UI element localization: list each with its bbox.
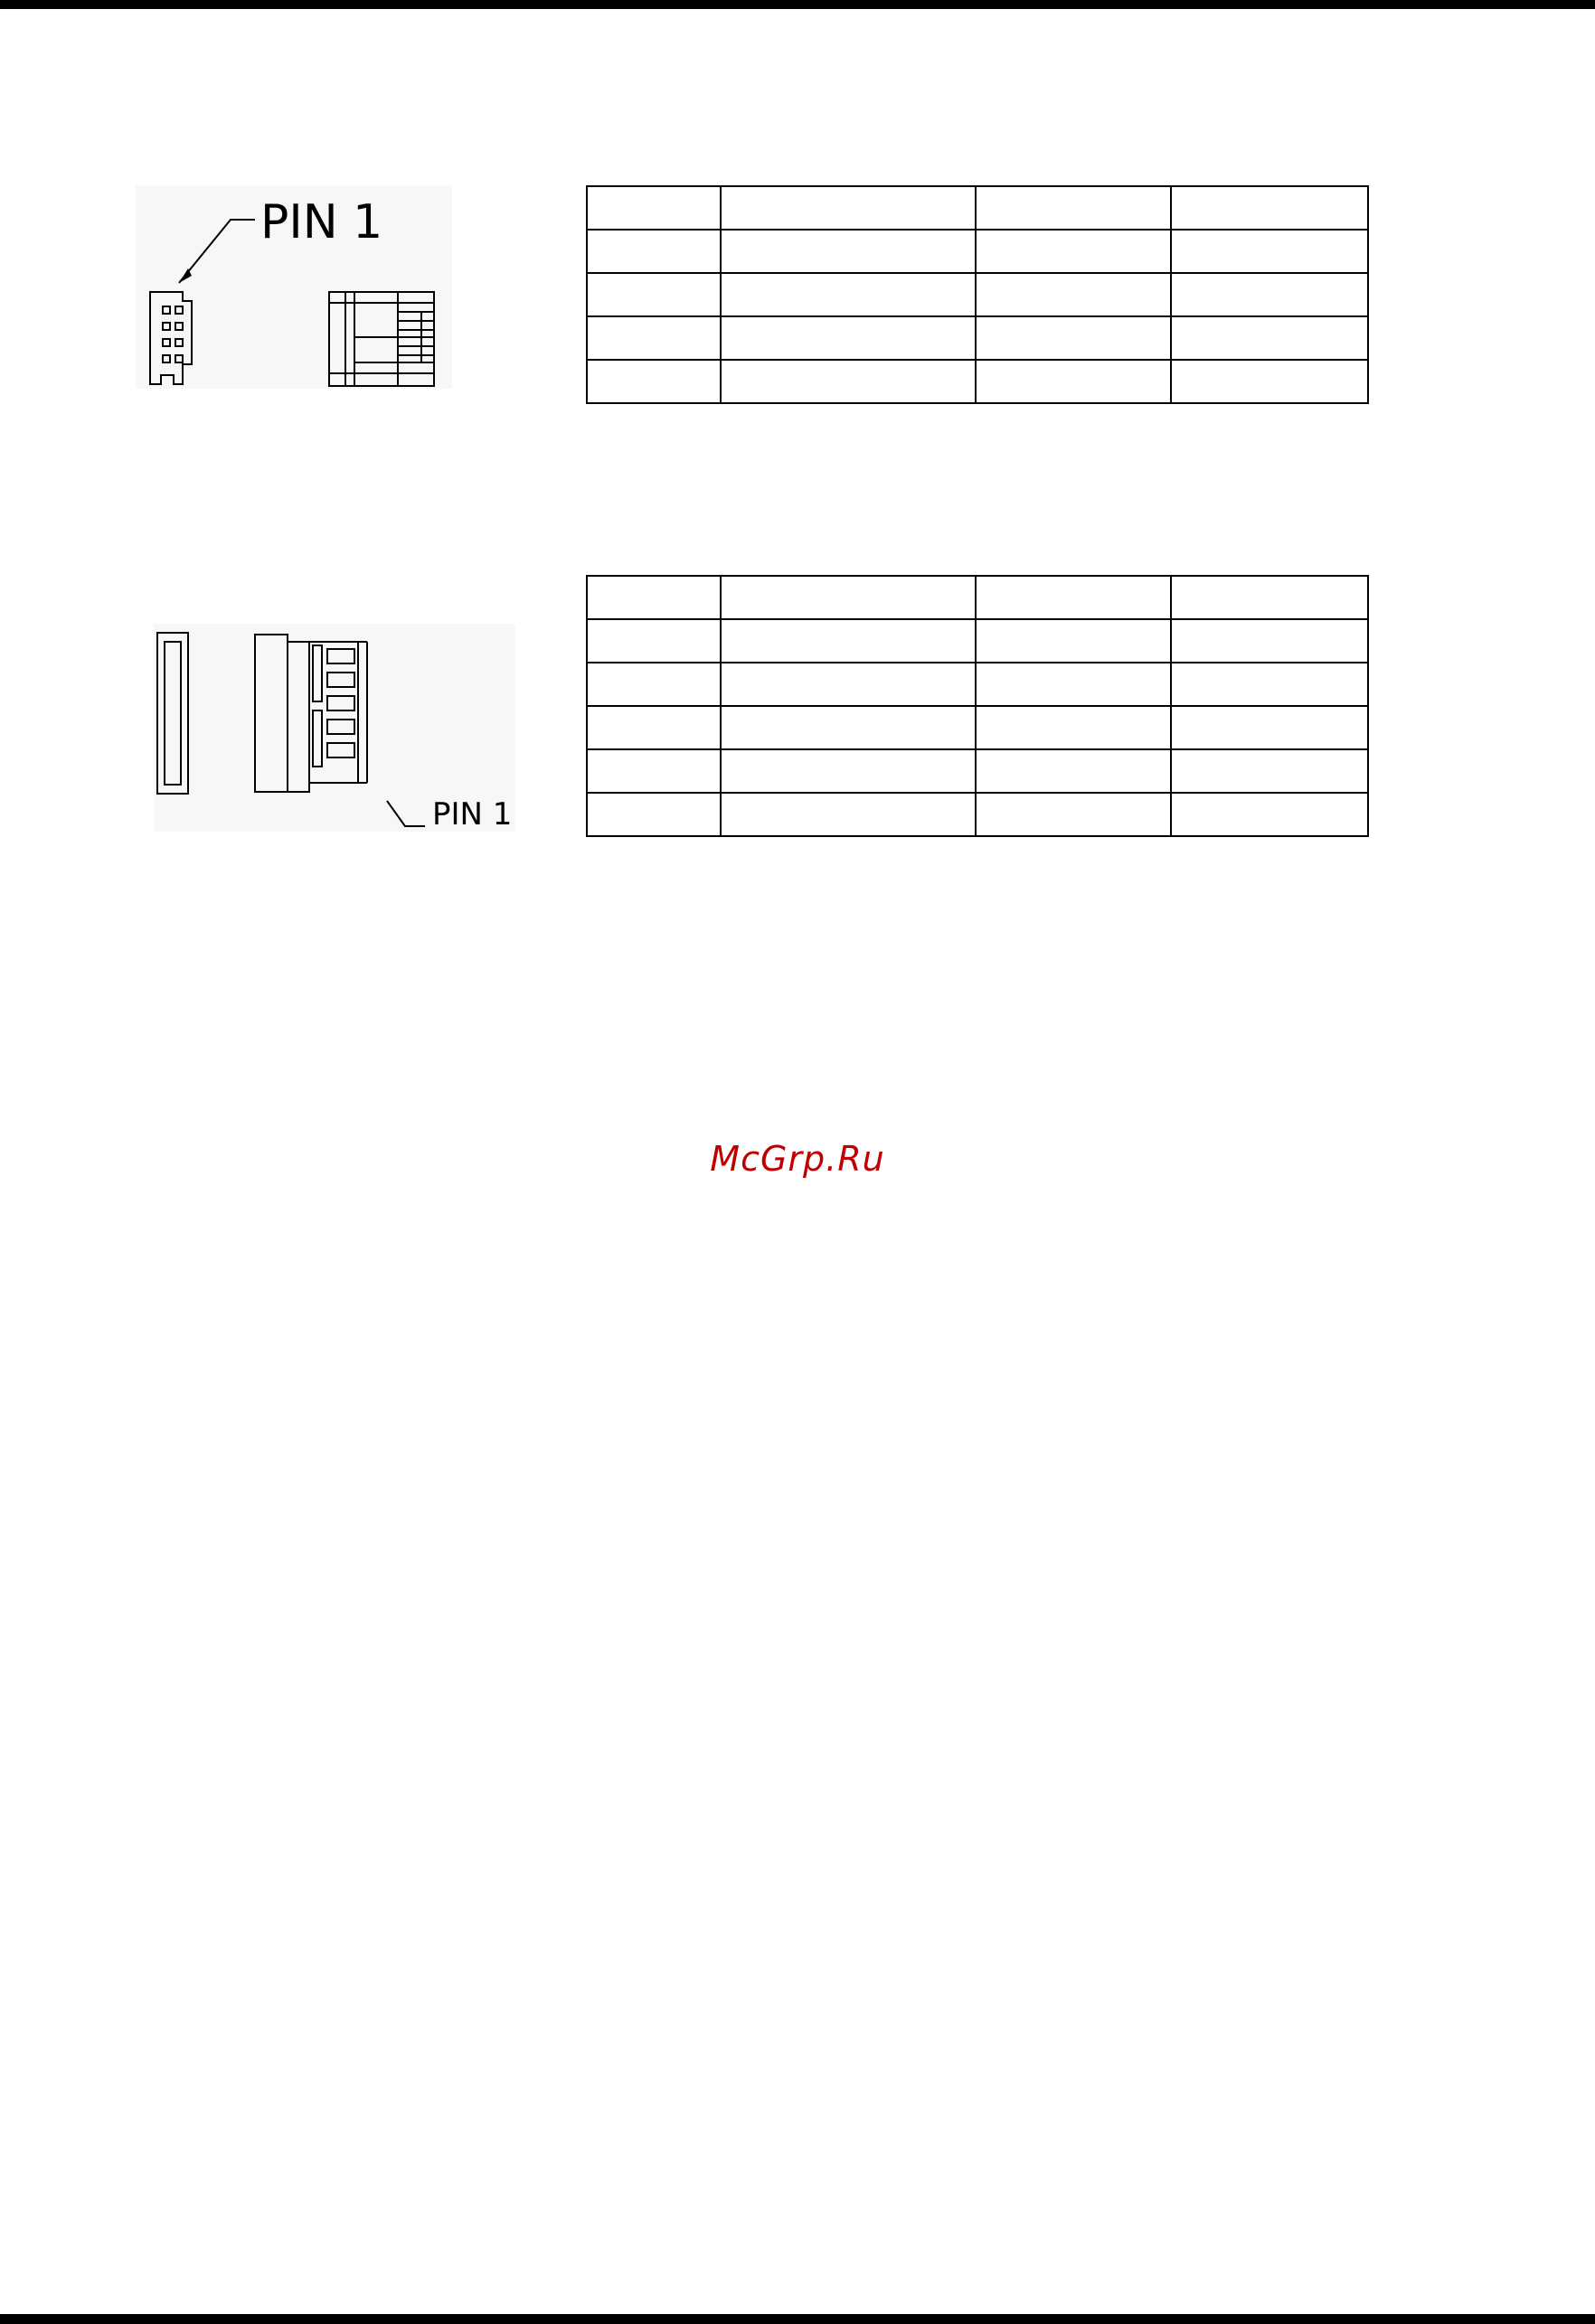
- table-row: [587, 793, 1368, 836]
- table-cell: [721, 749, 976, 793]
- table-cell: [587, 663, 721, 706]
- table-cell: [721, 576, 976, 619]
- table-cell: [976, 186, 1171, 230]
- table-row: [587, 186, 1368, 230]
- table-cell: [587, 706, 721, 749]
- table-row: [587, 230, 1368, 273]
- bottom-rule: [0, 2314, 1595, 2324]
- table-cell: [721, 619, 976, 663]
- table-cell: [721, 360, 976, 403]
- connector-edge-view: [157, 633, 188, 794]
- table-cell: [976, 619, 1171, 663]
- top-rule: [0, 0, 1595, 9]
- table-cell: [587, 749, 721, 793]
- table-cell: [1171, 706, 1368, 749]
- pin1-leader-bottom: [387, 801, 425, 826]
- table-cell: [1171, 273, 1368, 316]
- table-cell: [976, 706, 1171, 749]
- table-cell: [976, 576, 1171, 619]
- table-cell: [1171, 619, 1368, 663]
- table-cell: [976, 749, 1171, 793]
- connector-front-view: [329, 292, 434, 386]
- table-cell: [721, 186, 976, 230]
- pin1-label-bottom: PIN 1: [432, 796, 513, 832]
- table-cell: [587, 186, 721, 230]
- table-cell: [976, 663, 1171, 706]
- table-cell: [1171, 230, 1368, 273]
- table-cell: [587, 316, 721, 360]
- pin-table-top: [586, 185, 1369, 404]
- table-cell: [721, 230, 976, 273]
- table-cell: [721, 273, 976, 316]
- table-cell: [721, 663, 976, 706]
- table-cell: [976, 316, 1171, 360]
- table-cell: [976, 360, 1171, 403]
- table-row: [587, 749, 1368, 793]
- table-row: [587, 576, 1368, 619]
- connector-side-view: [150, 292, 192, 384]
- table-cell: [1171, 576, 1368, 619]
- table-cell: [721, 793, 976, 836]
- table-row: [587, 706, 1368, 749]
- table-cell: [976, 230, 1171, 273]
- table-cell: [587, 793, 721, 836]
- pin1-label-top: PIN 1: [260, 195, 383, 249]
- connector-diagram-bottom: [154, 624, 515, 832]
- connector-side-view: [255, 635, 367, 792]
- table-cell: [587, 360, 721, 403]
- table-row: [587, 273, 1368, 316]
- table-row: [587, 360, 1368, 403]
- table-cell: [1171, 316, 1368, 360]
- pin-table-bottom: [586, 575, 1369, 837]
- table-cell: [1171, 360, 1368, 403]
- table-cell: [1171, 186, 1368, 230]
- table-cell: [976, 793, 1171, 836]
- table-cell: [976, 273, 1171, 316]
- table-cell: [587, 576, 721, 619]
- table-row: [587, 619, 1368, 663]
- table-cell: [1171, 663, 1368, 706]
- table-cell: [1171, 793, 1368, 836]
- connector-diagram-top: [136, 185, 452, 389]
- table-cell: [587, 230, 721, 273]
- table-cell: [1171, 749, 1368, 793]
- table-row: [587, 316, 1368, 360]
- table-cell: [721, 706, 976, 749]
- table-cell: [587, 619, 721, 663]
- table-row: [587, 663, 1368, 706]
- watermark-text: McGrp.Ru: [710, 1139, 885, 1179]
- table-cell: [587, 273, 721, 316]
- table-cell: [721, 316, 976, 360]
